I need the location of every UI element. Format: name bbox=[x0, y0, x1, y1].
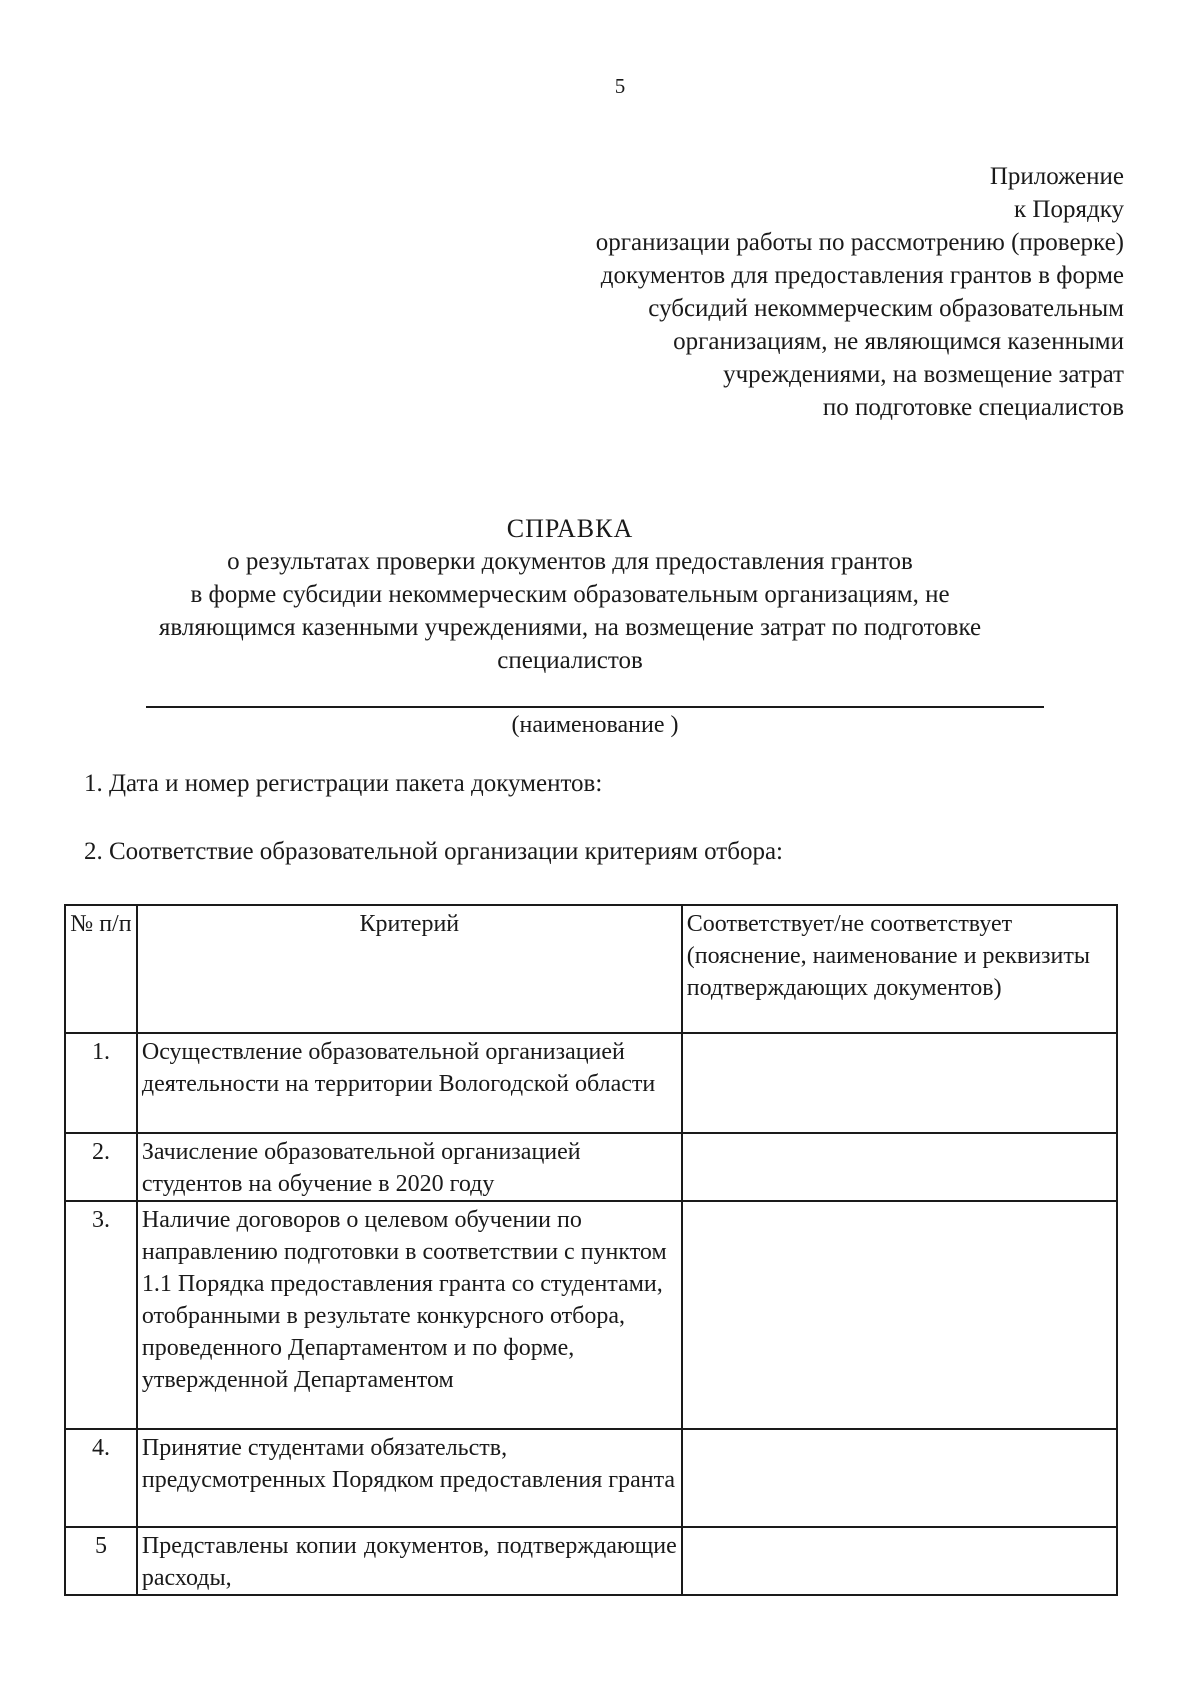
row-number: 1. bbox=[65, 1033, 137, 1133]
table-row bbox=[65, 1527, 1117, 1595]
row-compliance-cell[interactable] bbox=[682, 1201, 1117, 1429]
document-subtitle-line: являющимся казенными учреждениями, на возмещение затрат по подготовке bbox=[158, 614, 982, 641]
document-heading bbox=[0, 512, 1140, 677]
appendix-line: организациям, не являющимся казенными bbox=[673, 328, 1124, 355]
item-registration-date: 1. Дата и номер регистрации пакета документов: bbox=[84, 770, 603, 797]
table-header-row bbox=[65, 905, 1117, 1033]
appendix-line: документов для предоставления грантов в форме bbox=[600, 262, 1124, 289]
header-compliance: Соответствует/не соответствует (пояснение, наименование и реквизиты подтверждающих документов) bbox=[682, 905, 1117, 1033]
row-number: 3. bbox=[65, 1201, 137, 1429]
appendix-line: по подготовке специалистов bbox=[822, 394, 1124, 421]
table-row bbox=[65, 1033, 1117, 1133]
table-row bbox=[65, 1201, 1117, 1429]
row-criterion: Наличие договоров о целевом обучении по направлению подготовки в соответствии с пунктом 1.1 Порядка предоставления гранта со студентами, отобранными в результате конкурсного отбора, проведенного Департаментом и по форме, утвержденной Департаментом bbox=[137, 1201, 682, 1429]
appendix-line: к Порядку bbox=[1014, 196, 1124, 223]
appendix-line: Приложение bbox=[989, 163, 1124, 190]
row-criterion: Принятие студентами обязательств, предусмотренных Порядком предоставления гранта bbox=[137, 1429, 682, 1527]
row-criterion: Осуществление образовательной организацией деятельности на территории Вологодской области bbox=[137, 1033, 682, 1133]
document-subtitle-line: о результатах проверки документов для предоставления грантов bbox=[227, 548, 913, 575]
row-compliance-cell[interactable] bbox=[682, 1527, 1117, 1595]
table-row bbox=[65, 1429, 1117, 1527]
row-number: 2. bbox=[65, 1133, 137, 1201]
header-criterion: Критерий bbox=[137, 905, 682, 1033]
row-criterion: Представлены копии документов, подтверждающие расходы, bbox=[137, 1527, 682, 1595]
appendix-line: учреждениями, на возмещение затрат bbox=[723, 361, 1124, 388]
criteria-table bbox=[64, 904, 1118, 1596]
row-compliance-cell[interactable] bbox=[682, 1033, 1117, 1133]
header-number: № п/п bbox=[65, 905, 137, 1033]
row-number: 4. bbox=[65, 1429, 137, 1527]
item-criteria-compliance: 2. Соответствие образовательной организации критериям отбора: bbox=[84, 838, 783, 865]
row-number: 5 bbox=[65, 1527, 137, 1595]
name-caption: (наименование ) bbox=[511, 712, 679, 738]
name-fill-line bbox=[146, 706, 1044, 708]
table-row bbox=[65, 1133, 1117, 1201]
row-criterion: Зачисление образовательной организацией студентов на обучение в 2020 году bbox=[137, 1133, 682, 1201]
appendix-line: организации работы по рассмотрению (проверке) bbox=[595, 229, 1124, 256]
row-compliance-cell[interactable] bbox=[682, 1133, 1117, 1201]
row-compliance-cell[interactable] bbox=[682, 1429, 1117, 1527]
appendix-line: субсидий некоммерческим образовательным bbox=[648, 295, 1124, 322]
document-subtitle-line: в форме субсидии некоммерческим образовательным организациям, не bbox=[190, 581, 950, 608]
appendix-block bbox=[404, 160, 1124, 424]
page-number: 5 bbox=[614, 74, 626, 98]
document-title: СПРАВКА bbox=[506, 514, 634, 543]
document-subtitle-line: специалистов bbox=[497, 647, 643, 674]
